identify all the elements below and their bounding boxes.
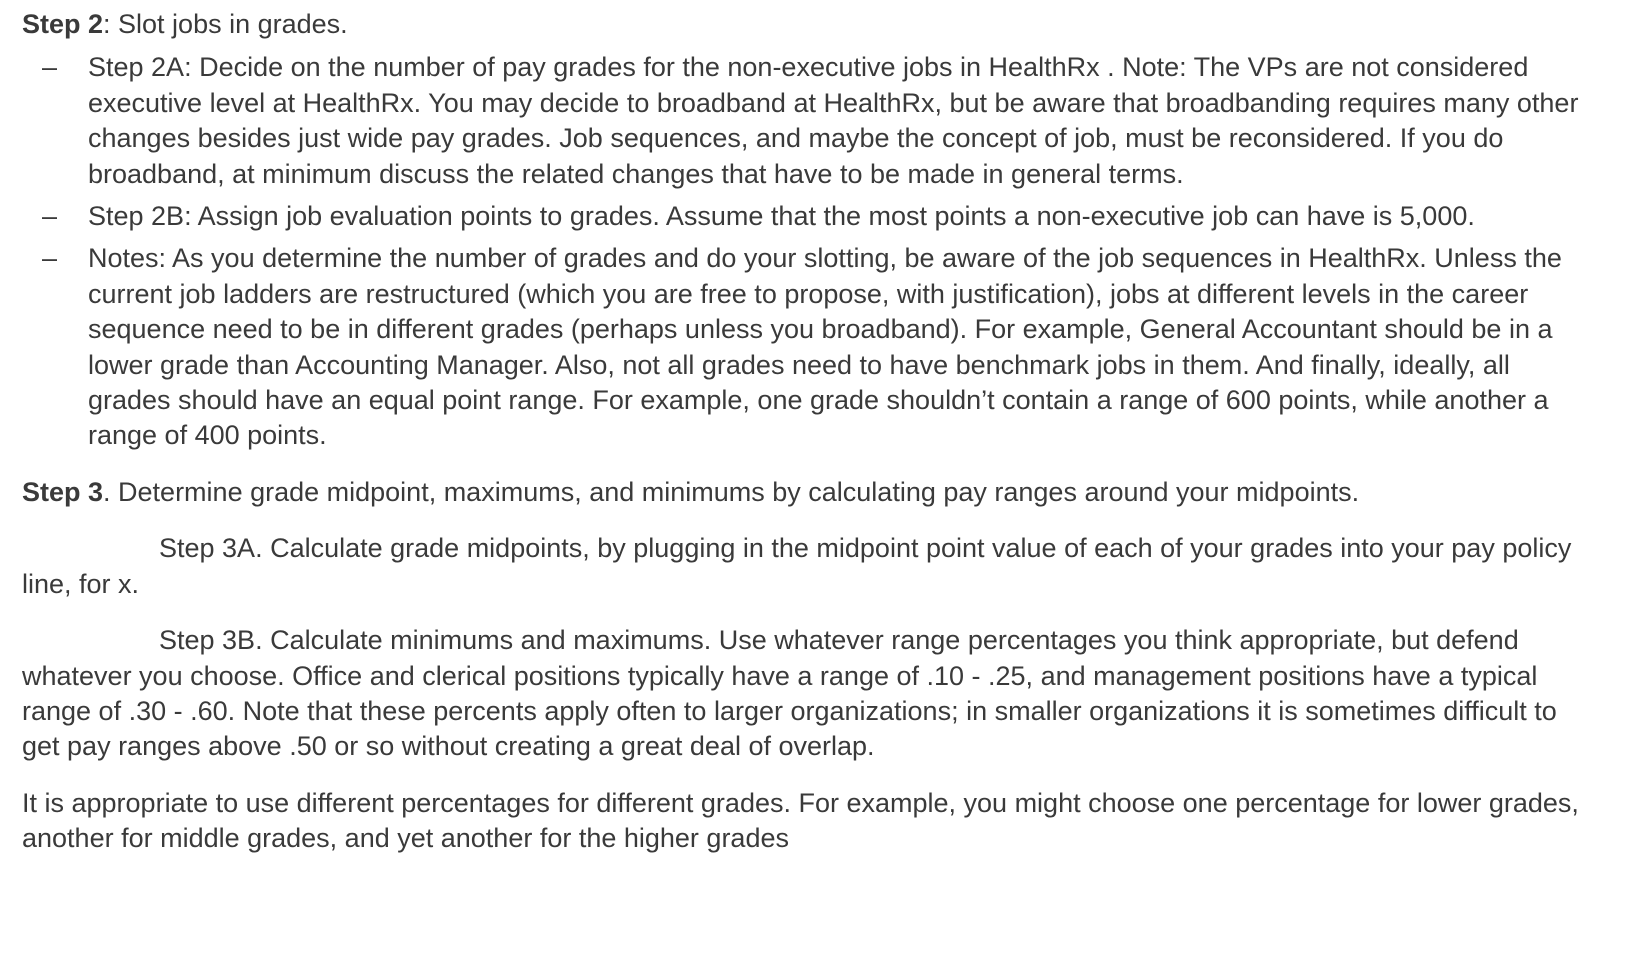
step-2-notes-item (22, 241, 1582, 453)
step-2-title: : Slot jobs in grades. (103, 9, 348, 39)
bullet-dash: – (42, 243, 58, 274)
bullet-dash: – (42, 52, 58, 83)
step-2-notes-text: Notes: As you determine the number of grades and do your slotting, be aware of the job sequences in HealthRx. Unless the current job ladders are restructured (which you are free to propose, with justification), jobs at different levels in the career sequence need to be in different grades (perhaps unless you broadband). For example, General Accountant should be in a lower grade than Accounting Manager. Also, not all grades need to have benchmark jobs in them. And finally, ideally, all grades should have an equal point range. For example, one grade shouldn’t contain a range of 600 points, while another a range of 400 points. (88, 243, 1562, 451)
step-3a-paragraph: Step 3A. Calculate grade midpoints, by plugging in the midpoint point value of each of your grades into your pay policy line, for x. (22, 533, 1572, 599)
step-3-label: Step 3 (22, 476, 104, 507)
step-2a-item (22, 50, 1582, 192)
step-3b-paragraph: Step 3B. Calculate minimums and maximums. Use whatever range percentages you think appropriate, but defend whatever you choose. Office and clerical positions typically have a range of .10 - .25, and management positions have a typical range of .30 - .60. Note that these percents apply often to larger organizations; in smaller organizations it is sometimes difficult to get pay ranges above .50 or so without creating a great deal of overlap. (22, 625, 1557, 762)
step-2-label: Step 2 (22, 9, 104, 39)
step-2b-item (22, 199, 1582, 234)
step-3-title: . Determine grade midpoint, maximums, and minimums by calculating pay ranges around your midpoints. (103, 476, 1360, 507)
bullet-dash: – (42, 201, 58, 232)
step-2-list (22, 50, 1582, 453)
step-2-heading (22, 7, 1582, 42)
document-body (22, 7, 1582, 857)
step-2b-text: Step 2B: Assign job evaluation points to grades. Assume that the most points a non-executive job can have is 5,000. (88, 201, 1475, 232)
step-2a-text: Step 2A: Decide on the number of pay grades for the non-executive jobs in HealthRx . Note: The VPs are not considered executive level at HealthRx. You may decide to broadband at HealthRx, but be aware that broadbanding requires many other changes besides just wide pay grades. Job sequences, and maybe the concept of job, must be reconsidered. If you do broadband, at minimum discuss the related changes that have to be made in general terms. (88, 52, 1579, 189)
closing-paragraph: It is appropriate to use different percentages for different grades. For example, you might choose one percentage for lower grades, another for middle grades, and yet another for the higher grades (22, 787, 1579, 854)
step-3-heading (22, 475, 1582, 510)
